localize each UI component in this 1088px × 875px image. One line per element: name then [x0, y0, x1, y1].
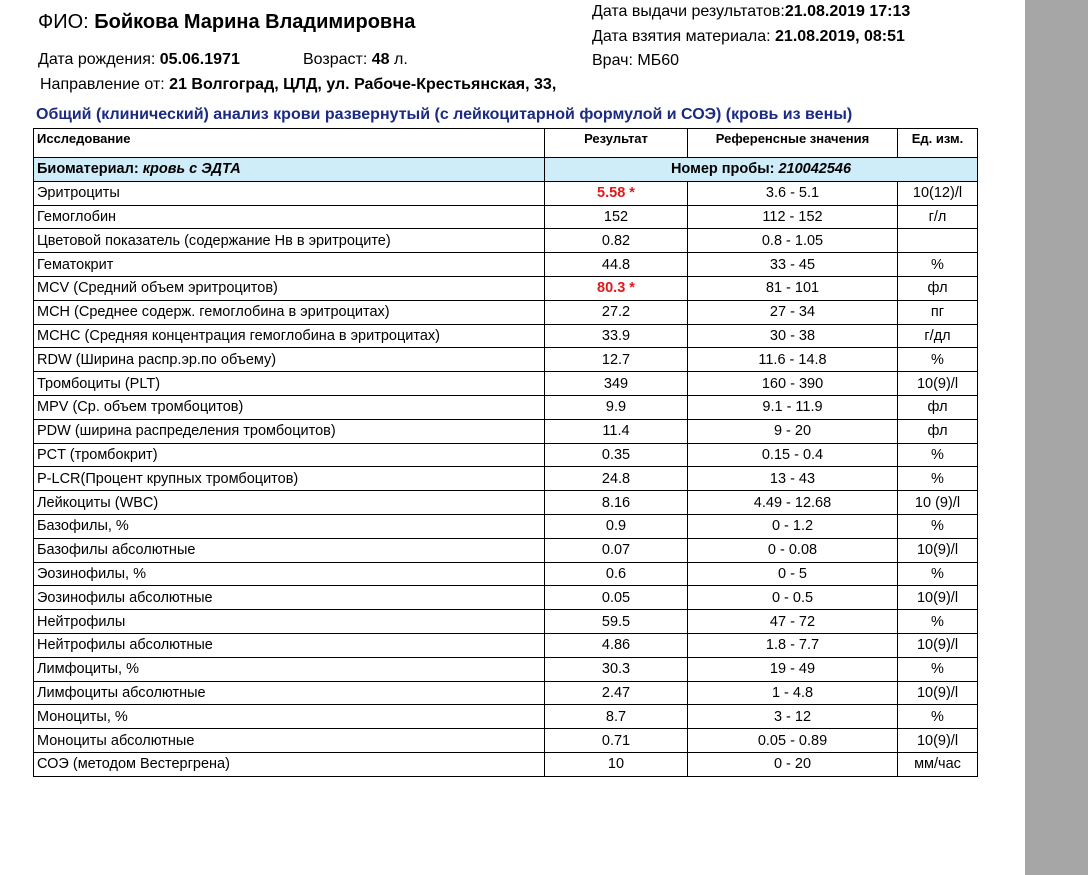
table-row	[34, 395, 978, 419]
biomaterial-row	[34, 158, 978, 182]
test-name-cell: MCH (Среднее содерж. гемоглобина в эритроцитах)	[34, 300, 545, 324]
result-cell: 349	[545, 372, 688, 396]
unit-cell: %	[898, 610, 978, 634]
test-name-cell: Лейкоциты (WBC)	[34, 491, 545, 515]
test-name-cell: RDW (Ширина распр.эр.по объему)	[34, 348, 545, 372]
unit-cell: г/дл	[898, 324, 978, 348]
unit-cell: %	[898, 253, 978, 277]
reference-cell: 0.15 - 0.4	[688, 443, 898, 467]
unit-cell: 10(9)/l	[898, 586, 978, 610]
result-cell: 0.82	[545, 229, 688, 253]
test-name-cell: Эритроциты	[34, 181, 545, 205]
analysis-title: Общий (клинический) анализ крови развернутый (с лейкоцитарной формулой и СОЭ) (кровь из вены)	[36, 106, 853, 123]
table-row	[34, 348, 978, 372]
test-name-cell: Гемоглобин	[34, 205, 545, 229]
unit-cell: 10(9)/l	[898, 538, 978, 562]
test-name-cell: MCV (Средний объем эритроцитов)	[34, 276, 545, 300]
table-row	[34, 181, 978, 205]
test-name-cell: Моноциты абсолютные	[34, 729, 545, 753]
reference-cell: 3.6 - 5.1	[688, 181, 898, 205]
col-header-unit: Ед. изм.	[898, 129, 978, 158]
test-name-cell: MPV (Ср. объем тромбоцитов)	[34, 395, 545, 419]
doctor-line	[592, 52, 679, 70]
reference-cell: 4.49 - 12.68	[688, 491, 898, 515]
table-row	[34, 657, 978, 681]
test-name-cell: Базофилы, %	[34, 514, 545, 538]
unit-cell: %	[898, 443, 978, 467]
unit-cell: %	[898, 467, 978, 491]
table-row	[34, 372, 978, 396]
table-row	[34, 229, 978, 253]
unit-cell: 10(9)/l	[898, 681, 978, 705]
table-row	[34, 205, 978, 229]
test-name-cell: Лимфоциты абсолютные	[34, 681, 545, 705]
biomaterial-cell	[34, 158, 545, 182]
unit-cell: 10 (9)/l	[898, 491, 978, 515]
test-name-cell: Гематокрит	[34, 253, 545, 277]
table-row	[34, 610, 978, 634]
col-header-reference: Референсные значения	[688, 129, 898, 158]
table-row	[34, 491, 978, 515]
reference-cell: 0 - 1.2	[688, 514, 898, 538]
unit-cell: %	[898, 657, 978, 681]
sample-number-cell	[545, 158, 978, 182]
reference-cell: 9.1 - 11.9	[688, 395, 898, 419]
result-cell: 8.7	[545, 705, 688, 729]
result-cell: 33.9	[545, 324, 688, 348]
birth-value: 05.06.1971	[159, 51, 240, 68]
reference-cell: 81 - 101	[688, 276, 898, 300]
age-unit: л.	[394, 51, 408, 68]
result-cell: 5.58 *	[545, 181, 688, 205]
test-name-cell: Нейтрофилы абсолютные	[34, 633, 545, 657]
unit-cell: 10(9)/l	[898, 633, 978, 657]
unit-cell: 10(12)/l	[898, 181, 978, 205]
table-row	[34, 276, 978, 300]
reference-cell: 13 - 43	[688, 467, 898, 491]
reference-cell: 30 - 38	[688, 324, 898, 348]
table-row	[34, 681, 978, 705]
table-row	[34, 300, 978, 324]
patient-name	[38, 11, 415, 34]
table-header-row	[34, 129, 978, 158]
referral-label: Направление от:	[40, 76, 165, 93]
age-line	[303, 51, 408, 69]
result-cell: 8.16	[545, 491, 688, 515]
table-row	[34, 443, 978, 467]
test-name-cell: P-LCR(Процент крупных тромбоцитов)	[34, 467, 545, 491]
table-row	[34, 586, 978, 610]
test-name-cell: Нейтрофилы	[34, 610, 545, 634]
result-cell: 0.07	[545, 538, 688, 562]
unit-cell: фл	[898, 419, 978, 443]
col-header-result: Результат	[545, 129, 688, 158]
doctor-value: МБ60	[637, 52, 679, 69]
unit-cell: %	[898, 562, 978, 586]
table-row	[34, 419, 978, 443]
table-row	[34, 752, 978, 776]
reference-cell: 0 - 0.08	[688, 538, 898, 562]
sample-label: Номер пробы:	[670, 161, 775, 178]
reference-cell: 160 - 390	[688, 372, 898, 396]
age-label: Возраст:	[303, 51, 368, 68]
table-row	[34, 562, 978, 586]
result-cell: 24.8	[545, 467, 688, 491]
collect-label: Дата взятия материала:	[592, 28, 771, 45]
table-row	[34, 633, 978, 657]
table-row	[34, 253, 978, 277]
unit-cell: фл	[898, 276, 978, 300]
reference-cell: 11.6 - 14.8	[688, 348, 898, 372]
result-cell: 30.3	[545, 657, 688, 681]
reference-cell: 27 - 34	[688, 300, 898, 324]
result-cell: 4.86	[545, 633, 688, 657]
biomaterial-label: Биоматериал:	[37, 161, 139, 178]
unit-cell: мм/час	[898, 752, 978, 776]
referral-value: 21 Волгоград, ЦЛД, ул. Рабоче-Крестьянская, 33,	[169, 76, 557, 93]
test-name-cell: Эозинофилы, %	[34, 562, 545, 586]
fio-label: ФИО:	[38, 11, 89, 33]
unit-cell: %	[898, 705, 978, 729]
sample-value: 210042546	[778, 161, 852, 178]
table-row	[34, 729, 978, 753]
reference-cell: 47 - 72	[688, 610, 898, 634]
result-cell: 80.3 *	[545, 276, 688, 300]
test-name-cell: Моноциты, %	[34, 705, 545, 729]
unit-cell: %	[898, 348, 978, 372]
reference-cell: 9 - 20	[688, 419, 898, 443]
reference-cell: 0.05 - 0.89	[688, 729, 898, 753]
results-table	[33, 128, 978, 777]
result-cell: 11.4	[545, 419, 688, 443]
col-header-test: Исследование	[34, 129, 545, 158]
test-name-cell: Эозинофилы абсолютные	[34, 586, 545, 610]
result-cell: 0.71	[545, 729, 688, 753]
reference-cell: 0 - 20	[688, 752, 898, 776]
test-name-cell: PDW (ширина распределения тромбоцитов)	[34, 419, 545, 443]
result-cell: 0.05	[545, 586, 688, 610]
unit-cell	[898, 229, 978, 253]
birth-label: Дата рождения:	[38, 51, 156, 68]
reference-cell: 1 - 4.8	[688, 681, 898, 705]
table-row	[34, 514, 978, 538]
test-name-cell: Тромбоциты (PLT)	[34, 372, 545, 396]
table-row	[34, 705, 978, 729]
referral-line	[40, 76, 556, 94]
test-name-cell: Лимфоциты, %	[34, 657, 545, 681]
reference-cell: 19 - 49	[688, 657, 898, 681]
reference-cell: 0 - 5	[688, 562, 898, 586]
test-name-cell: MCHC (Средняя концентрация гемоглобина в эритроцитах)	[34, 324, 545, 348]
table-row	[34, 467, 978, 491]
reference-cell: 1.8 - 7.7	[688, 633, 898, 657]
result-cell: 27.2	[545, 300, 688, 324]
table-row	[34, 324, 978, 348]
result-cell: 0.35	[545, 443, 688, 467]
result-cell: 10	[545, 752, 688, 776]
reference-cell: 33 - 45	[688, 253, 898, 277]
reference-cell: 3 - 12	[688, 705, 898, 729]
right-gray-margin	[1025, 0, 1088, 875]
unit-cell: фл	[898, 395, 978, 419]
result-cell: 2.47	[545, 681, 688, 705]
table-row	[34, 538, 978, 562]
reference-cell: 0 - 0.5	[688, 586, 898, 610]
issue-value: 21.08.2019 17:13	[784, 3, 911, 20]
age-value: 48	[371, 51, 390, 68]
fio-value: Бойкова Марина Владимировна	[94, 11, 416, 33]
reference-cell: 0.8 - 1.05	[688, 229, 898, 253]
issue-label: Дата выдачи результатов:	[592, 3, 785, 20]
test-name-cell: СОЭ (методом Вестергрена)	[34, 752, 545, 776]
result-cell: 0.9	[545, 514, 688, 538]
reference-cell: 112 - 152	[688, 205, 898, 229]
result-cell: 0.6	[545, 562, 688, 586]
unit-cell: пг	[898, 300, 978, 324]
test-name-cell: Базофилы абсолютные	[34, 538, 545, 562]
result-cell: 44.8	[545, 253, 688, 277]
issue-date-line	[592, 3, 910, 21]
unit-cell: г/л	[898, 205, 978, 229]
birth-line	[38, 51, 240, 69]
biomaterial-value: кровь с ЭДТА	[142, 161, 241, 178]
collect-value: 21.08.2019, 08:51	[775, 28, 905, 45]
result-cell: 9.9	[545, 395, 688, 419]
test-name-cell: PCT (тромбокрит)	[34, 443, 545, 467]
doctor-label: Врач:	[592, 52, 633, 69]
result-cell: 152	[545, 205, 688, 229]
unit-cell: 10(9)/l	[898, 729, 978, 753]
test-name-cell: Цветовой показатель (содержание Нв в эритроците)	[34, 229, 545, 253]
collect-date-line	[592, 28, 905, 46]
result-cell: 12.7	[545, 348, 688, 372]
unit-cell: %	[898, 514, 978, 538]
unit-cell: 10(9)/l	[898, 372, 978, 396]
result-cell: 59.5	[545, 610, 688, 634]
